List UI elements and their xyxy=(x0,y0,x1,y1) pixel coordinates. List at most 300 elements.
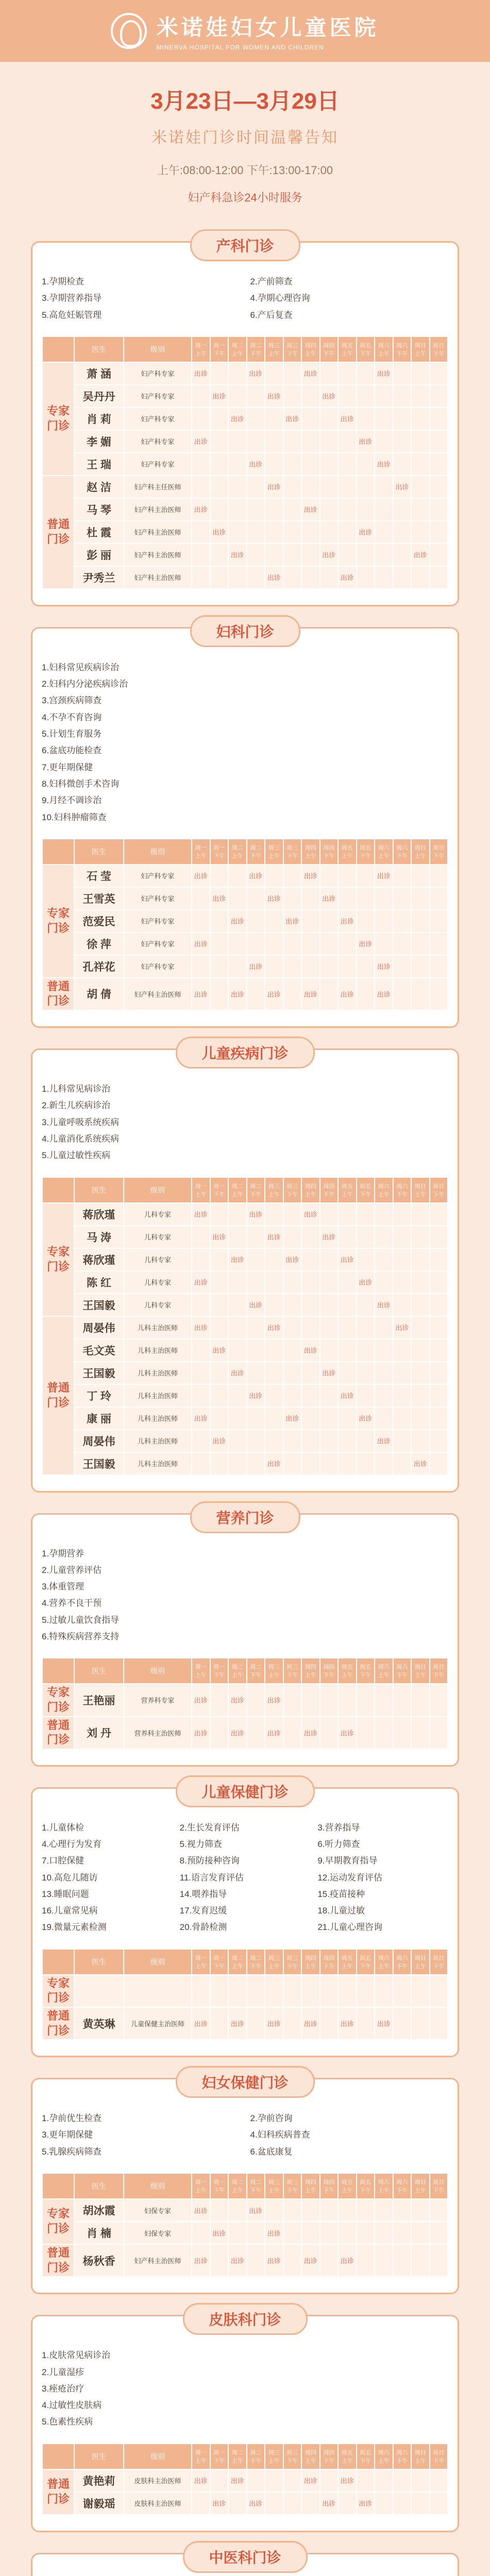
on-duty-mark: 出诊 xyxy=(212,1233,226,1242)
service-item: 3.儿童呼吸系统疾病 xyxy=(42,1117,120,1127)
service-item: 4.妇科疾病普查 xyxy=(250,2130,310,2140)
schedule-slot xyxy=(411,1430,430,1452)
schedule-row xyxy=(42,1975,448,2007)
header-slot xyxy=(192,336,210,362)
schedule-slot xyxy=(320,1452,339,1475)
on-duty-mark: 出诊 xyxy=(249,872,263,880)
schedule-slot xyxy=(192,1975,210,2007)
header-half: 上午 xyxy=(414,2458,426,2464)
on-duty-mark: 出诊 xyxy=(267,1460,281,1468)
header-slot xyxy=(393,839,412,865)
on-duty-mark: 出诊 xyxy=(285,415,299,423)
schedule-slot xyxy=(375,1407,393,1430)
on-duty-mark: 出诊 xyxy=(395,1324,409,1332)
schedule-slot xyxy=(301,1430,320,1452)
schedule-slot xyxy=(357,1407,375,1430)
schedule-slot xyxy=(192,1430,210,1452)
on-duty-mark: 出诊 xyxy=(340,2020,354,2028)
intro xyxy=(0,62,490,221)
clinic-category: 专家门诊 xyxy=(42,2199,74,2244)
header-half: 上午 xyxy=(195,2188,207,2194)
schedule-row xyxy=(42,2007,448,2040)
header-half: 上午 xyxy=(305,853,316,859)
header-slot xyxy=(430,2173,448,2199)
header-day: 周一 xyxy=(195,2449,207,2456)
schedule-slot xyxy=(265,1684,283,1716)
on-duty-mark: 出诊 xyxy=(359,2500,373,2508)
header-half: 下午 xyxy=(396,1672,408,1679)
schedule-slot xyxy=(320,1407,339,1430)
header-half: 上午 xyxy=(231,1191,243,1198)
schedule-row xyxy=(42,2492,448,2515)
header-slot xyxy=(228,1658,247,1684)
schedule-slot xyxy=(393,887,412,910)
service-item: 8.妇科微创手术咨询 xyxy=(42,778,120,789)
schedule-slot xyxy=(430,1362,448,1384)
doctor-level: 儿科专家 xyxy=(124,1294,192,1316)
doctor-level: 儿科主治医师 xyxy=(124,1452,192,1475)
header-slot xyxy=(393,2444,412,2469)
on-duty-mark: 出诊 xyxy=(285,1415,299,1423)
header-blank xyxy=(42,2173,74,2199)
schedule-slot xyxy=(338,1407,357,1430)
header-half: 上午 xyxy=(378,1672,390,1679)
schedule-slot xyxy=(320,544,339,566)
header-half: 上午 xyxy=(414,2188,426,2194)
header-day: 周三 xyxy=(286,1664,298,1671)
on-duty-mark: 出诊 xyxy=(249,461,263,469)
doctor-level: 营养科专家 xyxy=(124,1684,192,1716)
schedule-slot xyxy=(411,544,430,566)
service-item: 5.高危妊娠管理 xyxy=(42,310,102,320)
schedule-slot xyxy=(320,865,339,887)
schedule-slot xyxy=(338,2244,357,2277)
service-item: 2.孕前咨询 xyxy=(250,2113,293,2124)
section-2 xyxy=(31,1045,459,1492)
schedule-slot xyxy=(283,1452,302,1475)
header-day: 周五 xyxy=(341,1183,353,1190)
schedule-slot xyxy=(411,1203,430,1226)
header-half: 上午 xyxy=(305,2458,316,2464)
doctor-level: 皮肤科主治医师 xyxy=(124,2469,192,2492)
schedule-slot xyxy=(228,385,247,408)
schedule-slot xyxy=(247,408,265,430)
header-day: 周一 xyxy=(213,2179,225,2186)
header-day: 周三 xyxy=(286,342,298,349)
schedule-table xyxy=(42,1657,448,1749)
header-half: 上午 xyxy=(378,350,390,357)
schedule-row xyxy=(42,430,448,453)
schedule-slot xyxy=(430,910,448,933)
header-day: 周二 xyxy=(250,2179,262,2186)
header-level: 级别 xyxy=(124,1949,192,1975)
header-day: 周日 xyxy=(433,844,445,851)
schedule-slot xyxy=(393,362,412,385)
on-duty-mark: 出诊 xyxy=(285,918,299,926)
schedule-table xyxy=(42,1948,448,2040)
schedule-slot xyxy=(320,566,339,589)
header-half: 下午 xyxy=(286,1963,298,1970)
on-duty-mark: 出诊 xyxy=(230,2020,244,2028)
schedule-slot xyxy=(283,1271,302,1294)
schedule-slot xyxy=(228,1226,247,1248)
schedule-slot xyxy=(247,2222,265,2244)
doctor-level: 妇产科主任医师 xyxy=(124,476,192,498)
header-day: 周三 xyxy=(286,2449,298,2456)
header-day: 周六 xyxy=(378,342,390,349)
schedule-row xyxy=(42,1294,448,1316)
schedule-slot xyxy=(283,1203,302,1226)
schedule-slot xyxy=(320,1226,339,1248)
schedule-slot xyxy=(283,2469,302,2492)
schedule-slot xyxy=(210,498,229,521)
header-day: 周六 xyxy=(396,1183,408,1190)
schedule-slot xyxy=(192,521,210,544)
header-day: 周五 xyxy=(341,844,353,851)
section-title: 儿童保健门诊 xyxy=(175,1775,314,1807)
schedule-slot xyxy=(301,1316,320,1339)
schedule-slot xyxy=(430,476,448,498)
schedule-slot xyxy=(192,978,210,1010)
header-half: 上午 xyxy=(268,350,280,357)
on-duty-mark: 出诊 xyxy=(359,1415,373,1423)
header-slot xyxy=(320,2444,339,2469)
schedule-slot xyxy=(283,408,302,430)
doctor-name: 肖 莉 xyxy=(74,408,124,430)
schedule-slot xyxy=(283,1248,302,1271)
schedule-row xyxy=(42,1430,448,1452)
schedule-slot xyxy=(210,1452,229,1475)
header-half: 上午 xyxy=(378,2458,390,2464)
schedule-slot xyxy=(192,1248,210,1271)
schedule-slot xyxy=(375,2244,393,2277)
header-half: 上午 xyxy=(414,853,426,859)
header-half: 上午 xyxy=(305,1963,316,1970)
header-slot xyxy=(192,2444,210,2469)
header-slot xyxy=(393,336,412,362)
schedule-slot xyxy=(430,498,448,521)
on-duty-mark: 出诊 xyxy=(303,1347,317,1355)
doctor-name: 谢毅瑶 xyxy=(74,2492,124,2515)
schedule-slot xyxy=(411,1248,430,1271)
header-day: 周六 xyxy=(396,342,408,349)
schedule-row xyxy=(42,1684,448,1716)
schedule-slot xyxy=(411,955,430,978)
schedule-slot xyxy=(210,2492,229,2515)
schedule-row xyxy=(42,385,448,408)
schedule-slot xyxy=(265,498,283,521)
header-half: 上午 xyxy=(231,350,243,357)
on-duty-mark: 出诊 xyxy=(230,990,244,998)
schedule-slot xyxy=(301,1362,320,1384)
schedule-slot xyxy=(247,1339,265,1362)
header-half: 上午 xyxy=(305,350,316,357)
header-day: 周一 xyxy=(195,844,207,851)
schedule-slot xyxy=(430,1294,448,1316)
on-duty-mark: 出诊 xyxy=(267,2229,281,2238)
schedule-row xyxy=(42,910,448,933)
on-duty-mark: 出诊 xyxy=(230,1256,244,1264)
header-level: 级别 xyxy=(124,2173,192,2199)
service-item: 1.孕前优生检查 xyxy=(42,2113,102,2124)
header-slot xyxy=(283,1658,302,1684)
schedule-slot xyxy=(210,910,229,933)
schedule-slot xyxy=(320,1271,339,1294)
service-item: 1.妇科常见疾病诊治 xyxy=(42,662,120,672)
section-0 xyxy=(31,238,459,606)
header-half: 上午 xyxy=(305,1672,316,1679)
schedule-slot xyxy=(283,865,302,887)
schedule-slot xyxy=(265,544,283,566)
header-slot xyxy=(338,1949,357,1975)
on-duty-mark: 出诊 xyxy=(303,1729,317,1737)
schedule-row xyxy=(42,1271,448,1294)
schedule-slot xyxy=(320,1717,339,1749)
schedule-slot xyxy=(411,1271,430,1294)
service-item: 11.语言发育评估 xyxy=(179,1872,244,1883)
schedule-slot xyxy=(357,1271,375,1294)
schedule-slot xyxy=(301,453,320,476)
header-half: 上午 xyxy=(195,853,207,859)
schedule-slot xyxy=(430,1271,448,1294)
header-half: 上午 xyxy=(268,853,280,859)
schedule-slot xyxy=(301,1684,320,1716)
header-day: 周日 xyxy=(414,844,426,851)
schedule-slot xyxy=(338,2007,357,2040)
schedule-slot xyxy=(430,2469,448,2492)
schedule-slot xyxy=(265,2007,283,2040)
schedule-slot xyxy=(430,2222,448,2244)
header-slot xyxy=(301,2444,320,2469)
schedule-row xyxy=(42,498,448,521)
service-item: 1.孕期检查 xyxy=(42,277,85,286)
header-slot xyxy=(283,1177,302,1203)
service-item: 5.过敏儿童饮食指导 xyxy=(42,1615,120,1625)
doctor-level: 妇产科专家 xyxy=(124,933,192,955)
schedule-slot xyxy=(265,453,283,476)
clinic-category: 普通门诊 xyxy=(42,1316,74,1475)
schedule-slot xyxy=(357,955,375,978)
schedule-slot xyxy=(411,521,430,544)
schedule-slot xyxy=(393,1316,412,1339)
schedule-slot xyxy=(411,1226,430,1248)
doctor-level: 儿科主治医师 xyxy=(124,1407,192,1430)
on-duty-mark: 出诊 xyxy=(322,1369,336,1378)
header-doctor: 医生 xyxy=(74,839,124,865)
schedule-slot xyxy=(375,2007,393,2040)
on-duty-mark: 出诊 xyxy=(212,1347,226,1355)
schedule-slot xyxy=(338,865,357,887)
service-item: 2.儿童湿疹 xyxy=(42,2367,85,2377)
doctor-level: 儿童保健主治医师 xyxy=(124,2007,192,2040)
service-item: 20.骨龄检测 xyxy=(179,1922,227,1933)
on-duty-mark: 出诊 xyxy=(194,1279,208,1287)
schedule-slot xyxy=(393,1362,412,1384)
schedule-slot xyxy=(393,955,412,978)
section-title: 中医科门诊 xyxy=(182,2541,307,2573)
on-duty-mark: 出诊 xyxy=(377,1437,391,1446)
schedule-slot xyxy=(283,1384,302,1407)
on-duty-mark: 出诊 xyxy=(413,551,427,560)
schedule-slot xyxy=(283,2007,302,2040)
header-slot xyxy=(430,1949,448,1975)
header-half: 上午 xyxy=(305,2188,316,2194)
header-day: 周一 xyxy=(213,1664,225,1671)
service-item: 2.生长发育评估 xyxy=(179,1822,240,1833)
on-duty-mark: 出诊 xyxy=(322,2500,336,2508)
service-notes xyxy=(42,274,448,324)
schedule-slot xyxy=(393,1226,412,1248)
header-half: 下午 xyxy=(433,853,445,859)
emergency-note: 妇产科急诊24小时服务 xyxy=(188,191,302,204)
header-day: 周四 xyxy=(323,2449,335,2456)
schedule-slot xyxy=(301,476,320,498)
clinic-category: 普通门诊 xyxy=(42,476,74,589)
schedule-slot xyxy=(393,910,412,933)
schedule-slot xyxy=(301,1384,320,1407)
schedule-slot xyxy=(338,1717,357,1749)
on-duty-mark: 出诊 xyxy=(340,1256,354,1264)
schedule-slot xyxy=(301,1271,320,1294)
schedule-slot xyxy=(375,2199,393,2222)
on-duty-mark: 出诊 xyxy=(267,1324,281,1332)
schedule-slot xyxy=(192,1316,210,1339)
header-day: 周三 xyxy=(286,1955,298,1961)
schedule-slot xyxy=(210,453,229,476)
service-item: 13.睡眠问题 xyxy=(42,1889,89,1899)
schedule-slot xyxy=(192,2469,210,2492)
service-item: 10.妇科肿瘤筛查 xyxy=(42,812,107,822)
doctor-level: 妇产科专家 xyxy=(124,955,192,978)
service-item: 5.乳腺疾病筛查 xyxy=(42,2146,102,2157)
schedule-slot xyxy=(338,2492,357,2515)
header-day: 周六 xyxy=(378,1183,390,1190)
schedule-row xyxy=(42,887,448,910)
header-half: 上午 xyxy=(378,2188,390,2194)
schedule-slot xyxy=(210,1248,229,1271)
schedule-slot xyxy=(301,1452,320,1475)
schedule-slot xyxy=(301,2007,320,2040)
schedule-slot xyxy=(228,430,247,453)
doctor-level: 儿科专家 xyxy=(124,1226,192,1248)
header-slot xyxy=(247,2173,265,2199)
schedule-slot xyxy=(375,1339,393,1362)
header-half: 下午 xyxy=(396,2188,408,2194)
schedule-slot xyxy=(228,955,247,978)
schedule-slot xyxy=(393,544,412,566)
schedule-slot xyxy=(283,453,302,476)
header-slot xyxy=(411,1658,430,1684)
schedule-slot xyxy=(357,476,375,498)
header-day: 周日 xyxy=(414,2449,426,2456)
schedule-slot xyxy=(357,408,375,430)
header-slot xyxy=(375,2444,393,2469)
on-duty-mark: 出诊 xyxy=(230,1369,244,1378)
schedule-slot xyxy=(210,2244,229,2277)
schedule-slot xyxy=(393,1684,412,1716)
schedule-slot xyxy=(210,430,229,453)
header-half: 下午 xyxy=(250,853,262,859)
schedule-slot xyxy=(192,865,210,887)
subtitle: 米诺娃门诊时间温馨告知 xyxy=(151,129,339,146)
schedule-slot xyxy=(192,385,210,408)
on-duty-mark: 出诊 xyxy=(194,1211,208,1219)
schedule-slot xyxy=(210,1384,229,1407)
header-half: 下午 xyxy=(213,853,225,859)
header-half: 下午 xyxy=(433,350,445,357)
schedule-slot xyxy=(301,1203,320,1226)
service-item: 4.过敏性皮肤病 xyxy=(42,2400,102,2411)
header-day: 周五 xyxy=(360,2179,371,2186)
schedule-slot xyxy=(411,385,430,408)
schedule-slot xyxy=(228,521,247,544)
section-6 xyxy=(31,2312,459,2532)
schedule-table xyxy=(42,1177,448,1476)
header-slot xyxy=(301,1949,320,1975)
schedule-row xyxy=(42,955,448,978)
service-item: 7.口腔保健 xyxy=(42,1856,85,1866)
schedule-slot xyxy=(283,910,302,933)
schedule-slot xyxy=(228,453,247,476)
header-day: 周四 xyxy=(305,844,316,851)
schedule-slot xyxy=(430,2492,448,2515)
header-half: 上午 xyxy=(378,1963,390,1970)
schedule-slot xyxy=(192,2222,210,2244)
header-slot xyxy=(247,1949,265,1975)
schedule-slot xyxy=(283,1339,302,1362)
header-slot xyxy=(228,2444,247,2469)
schedule-slot xyxy=(210,978,229,1010)
schedule-slot xyxy=(357,1248,375,1271)
schedule-slot xyxy=(283,1362,302,1384)
schedule-slot xyxy=(210,1975,229,2007)
schedule-slot xyxy=(265,2469,283,2492)
doctor-name: 石 莹 xyxy=(74,865,124,887)
service-item: 5.视力筛查 xyxy=(179,1839,222,1849)
date-range: 3月23日—3月29日 xyxy=(150,89,340,114)
header-slot xyxy=(228,1949,247,1975)
schedule-slot xyxy=(283,955,302,978)
schedule-slot xyxy=(375,521,393,544)
section-title: 产科门诊 xyxy=(190,229,300,261)
schedule-slot xyxy=(430,453,448,476)
schedule-slot xyxy=(283,1226,302,1248)
schedule-slot xyxy=(228,1339,247,1362)
schedule-slot xyxy=(357,498,375,521)
service-item: 2.妇科内分泌疾病诊治 xyxy=(42,679,128,689)
schedule-slot xyxy=(192,1271,210,1294)
schedule-slot xyxy=(283,566,302,589)
schedule-slot xyxy=(301,498,320,521)
schedule-slot xyxy=(430,1384,448,1407)
header-half: 下午 xyxy=(433,2458,445,2464)
header-doctor: 医生 xyxy=(74,2444,124,2469)
schedule-slot xyxy=(283,498,302,521)
schedule-slot xyxy=(375,978,393,1010)
section-5 xyxy=(31,2075,459,2294)
schedule-slot xyxy=(247,1203,265,1226)
service-item: 4.心理行为发育 xyxy=(42,1839,102,1849)
schedule-slot xyxy=(283,476,302,498)
header-half: 下午 xyxy=(250,1191,262,1198)
header-slot xyxy=(338,2444,357,2469)
schedule-slot xyxy=(320,1362,339,1384)
header-slot xyxy=(265,1949,283,1975)
doctor-level: 儿科专家 xyxy=(124,1271,192,1294)
schedule-slot xyxy=(265,1430,283,1452)
header-day: 周五 xyxy=(360,1664,371,1671)
on-duty-mark: 出诊 xyxy=(194,2477,208,2485)
